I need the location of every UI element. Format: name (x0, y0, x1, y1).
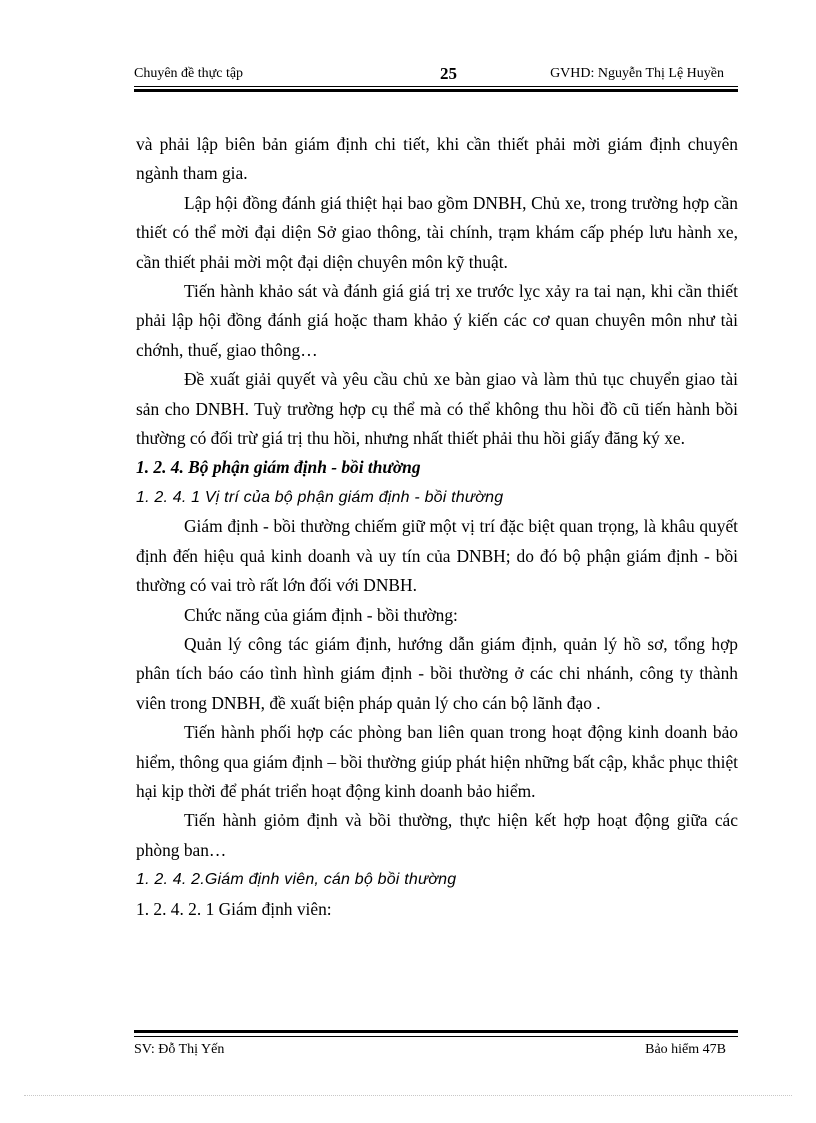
page-header (134, 64, 738, 88)
header-rule-thick (134, 89, 738, 92)
footer-class: Bảo hiểm 47B (645, 1042, 726, 1057)
footer-student: SV: Đỗ Thị Yến (134, 1042, 225, 1057)
paragraph-7: Quản lý công tác giám định, hướng dẫn giám định, quản lý hồ sơ, tổng hợp phân tích báo cáo tình hình giám định - bồi thường ở các chi nhánh, công ty thành viên trong DNBH, đề xuất biện pháp quản lý cho cán bộ lãnh đạo . (136, 633, 738, 713)
paragraph-10: 1. 2. 4. 2. 1 Giám định viên: (136, 898, 332, 919)
header-rule-thin (134, 86, 738, 87)
page-number: 25 (440, 64, 457, 83)
subsection-heading-1-2-4-2: 1. 2. 4. 2.Giám định viên, cán bộ bồi thường (136, 871, 457, 889)
section-heading-1-2-4: 1. 2. 4. Bộ phận giám định - bồi thường (136, 457, 421, 478)
paragraph-9: Tiến hành giỏm định và bồi thường, thực hiện kết hợp hoạt động giữa các phòng ban… (136, 810, 738, 860)
paragraph-3: Tiến hành khảo sát và đánh giá giá trị xe trước lỵc xảy ra tai nạn, khi cần thiết phải lập hội đồng đánh giá hoặc tham khảo ý kiến các cơ quan chuyên môn như tài chớnh, thuế, giao thông… (136, 281, 738, 360)
paragraph-1: và phải lập biên bản giám định chi tiết, khi cần thiết phải mời giám định chuyên ngành tham gia. (136, 134, 738, 184)
page-edge-divider (24, 1095, 792, 1096)
paragraph-6: Chức năng của giám định - bồi thường: (184, 604, 458, 625)
footer-rule-thick (134, 1030, 738, 1033)
header-course-title: Chuyên đề thực tập (134, 66, 244, 81)
paragraph-8: Tiến hành phối hợp các phòng ban liên quan trong hoạt động kinh doanh bảo hiểm, thông qua giám định – bồi thường giúp phát hiện những bất cập, khắc phục thiệt hại kịp thời để phát triển hoạt động kinh doanh bảo hiểm. (136, 722, 738, 801)
paragraph-4: Đề xuất giải quyết và yêu cầu chủ xe bàn giao và làm thủ tục chuyển giao tài sản cho DNBH. Tuỳ trường hợp cụ thể mà có thể không thu hồi đồ cũ tiến hành bồi thường có đối trừ giá trị thu hồi, nhưng nhất thiết phải thu hồi giấy đăng ký xe. (136, 369, 738, 449)
header-supervisor: GVHD: Nguyễn Thị Lệ Huyền (550, 66, 724, 81)
footer-rule-thin (134, 1036, 738, 1037)
paragraph-5: Giám định - bồi thường chiếm giữ một vị trí đặc biệt quan trọng, là khâu quyết định đến hiệu quả kinh doanh và uy tín của DNBH; do đó bộ phận giám định - bồi thường có vai trò rất lớn đối với DNBH. (136, 516, 738, 596)
subsection-heading-1-2-4-1: 1. 2. 4. 1 Vị trí của bộ phận giám định - bồi thường (136, 488, 504, 506)
paragraph-2: Lập hội đồng đánh giá thiệt hại bao gồm DNBH, Chủ xe, trong trường hợp cần thiết có thể mời đại diện Sở giao thông, tài chính, trạm khám cấp phép lưu hành xe, cần thiết phải mời một đại diện chuyên môn kỹ thuật. (136, 192, 738, 272)
page-content (136, 130, 738, 924)
